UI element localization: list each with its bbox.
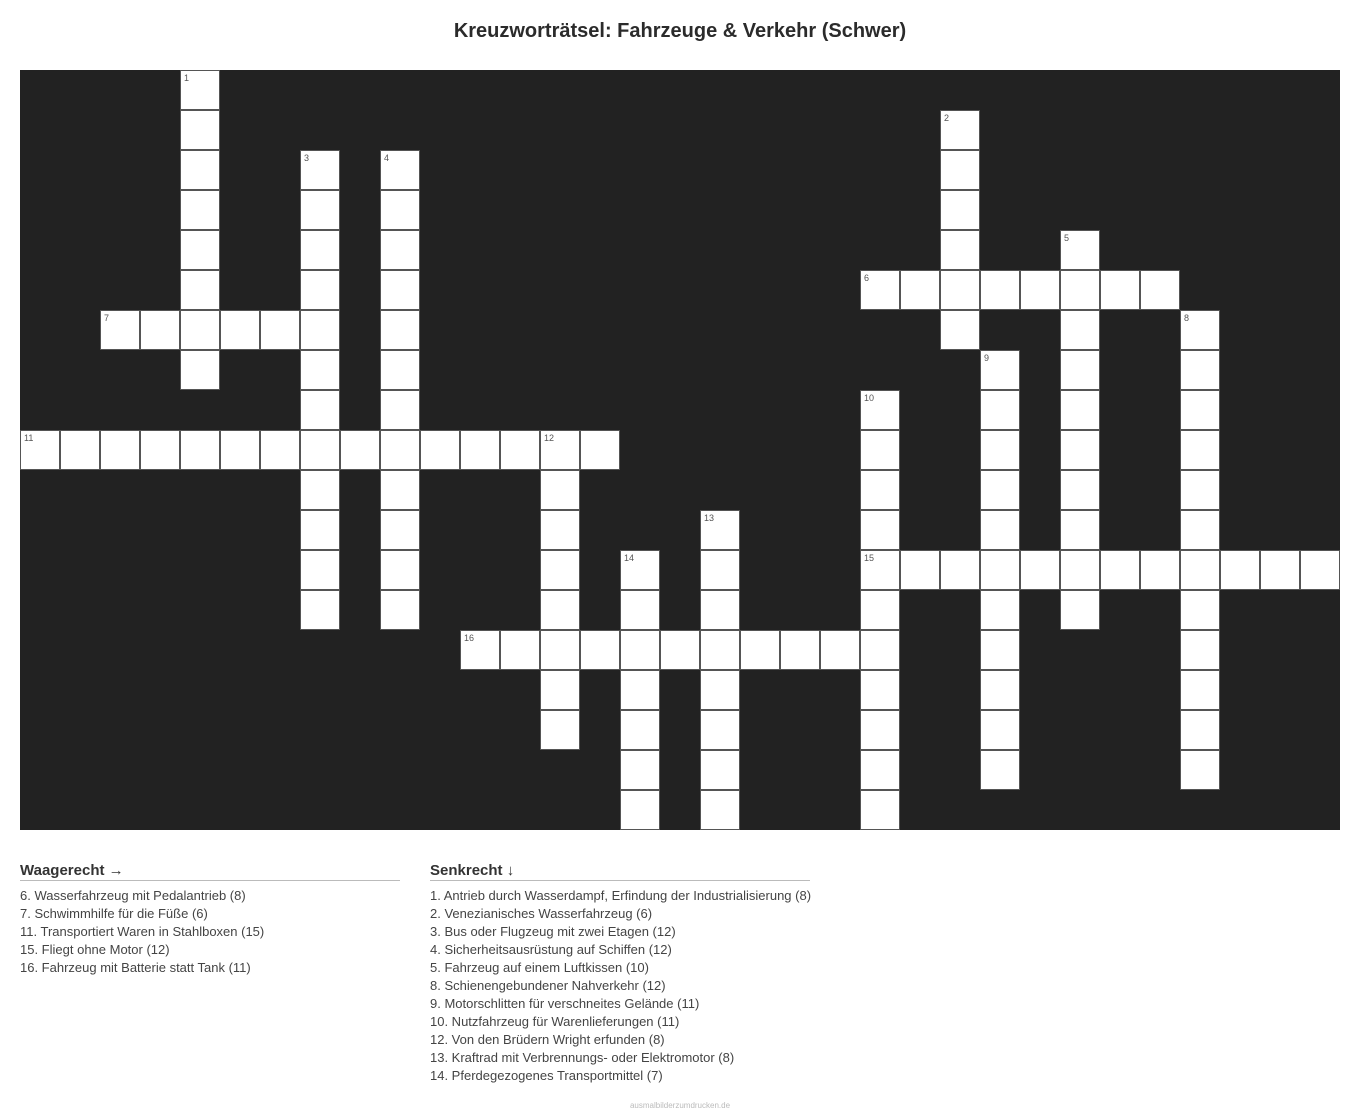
crossword-cell[interactable] [380,310,420,350]
clue-item: 5. Fahrzeug auf einem Luftkissen (10) [430,960,649,975]
crossword-cell[interactable] [700,550,740,590]
crossword-cell[interactable] [860,590,900,630]
crossword-cell[interactable] [1180,550,1220,590]
clue-item: 14. Pferdegezogenes Transportmittel (7) [430,1068,663,1083]
crossword-cell[interactable] [1180,350,1220,390]
clue-number: 3 [304,153,310,163]
crossword-cell[interactable] [940,310,980,350]
crossword-cell[interactable] [980,750,1020,790]
crossword-cell[interactable] [1060,350,1100,390]
crossword-cell[interactable] [860,470,900,510]
crossword-cell[interactable] [300,350,340,390]
crossword-cell[interactable] [980,550,1020,590]
crossword-cell[interactable] [700,670,740,710]
crossword-cell[interactable] [380,350,420,390]
crossword-cell[interactable] [300,590,340,630]
crossword-cell[interactable] [1060,590,1100,630]
crossword-cell[interactable] [980,350,1020,390]
across-clues-panel [20,862,400,977]
crossword-cell[interactable] [780,630,820,670]
crossword-cell[interactable] [460,630,500,670]
crossword-cell[interactable] [1180,750,1220,790]
crossword-cell[interactable] [980,470,1020,510]
crossword-cell[interactable] [620,670,660,710]
crossword-cell[interactable] [940,550,980,590]
crossword-cell[interactable] [140,310,180,350]
crossword-cell[interactable] [1300,550,1340,590]
clue-item: 13. Kraftrad mit Verbrennungs- oder Elektromotor (8) [430,1050,735,1065]
crossword-cell[interactable] [620,790,660,830]
clue-item: 15. Fliegt ohne Motor (12) [20,942,170,957]
crossword-cell[interactable] [180,150,220,190]
crossword-cell[interactable] [220,430,260,470]
crossword-cell[interactable] [860,790,900,830]
crossword-cell[interactable] [860,270,900,310]
crossword-cell[interactable] [620,590,660,630]
crossword-cell[interactable] [100,310,140,350]
crossword-cell[interactable] [540,550,580,590]
crossword-cell[interactable] [700,710,740,750]
crossword-cell[interactable] [1180,670,1220,710]
crossword-cell[interactable] [1060,510,1100,550]
crossword-cell[interactable] [1060,310,1100,350]
crossword-cell[interactable] [1140,270,1180,310]
crossword-cell[interactable] [380,390,420,430]
crossword-cell[interactable] [380,590,420,630]
crossword-cell[interactable] [1020,270,1060,310]
footer-credit: ausmalbilderzumdrucken.de [629,1101,731,1110]
crossword-cell[interactable] [380,550,420,590]
clue-number: 10 [864,393,875,403]
crossword-cell[interactable] [1180,390,1220,430]
crossword-cell[interactable] [380,270,420,310]
clue-number: 11 [24,433,34,443]
clue-number: 14 [624,553,635,563]
crossword-cell[interactable] [860,710,900,750]
clue-item: 6. Wasserfahrzeug mit Pedalantrieb (8) [20,888,246,903]
crossword-cell[interactable] [500,630,540,670]
crossword-cell[interactable] [620,750,660,790]
crossword-cell[interactable] [1060,390,1100,430]
crossword-cell[interactable] [180,230,220,270]
clue-number: 4 [384,153,390,163]
crossword-cell[interactable] [620,710,660,750]
down-clues-panel [430,862,810,1085]
crossword-cell[interactable] [380,470,420,510]
crossword-cell[interactable] [1060,270,1100,310]
crossword-cell[interactable] [700,790,740,830]
crossword-cell[interactable] [1060,550,1100,590]
crossword-cell[interactable] [860,390,900,430]
crossword-cell[interactable] [540,710,580,750]
crossword-cell[interactable] [540,510,580,550]
clue-item: 9. Motorschlitten für verschneites Gelände (11) [430,996,700,1011]
crossword-cell[interactable] [740,630,780,670]
crossword-cell[interactable] [180,270,220,310]
crossword-cell[interactable] [1180,510,1220,550]
crossword-cell[interactable] [380,230,420,270]
crossword-cell[interactable] [300,190,340,230]
crossword-cell[interactable] [140,430,180,470]
clue-item: 4. Sicherheitsausrüstung auf Schiffen (12) [430,942,672,957]
crossword-cell[interactable] [300,470,340,510]
clue-number: 6 [864,273,870,283]
crossword-cell[interactable] [820,630,860,670]
crossword-cell[interactable] [380,190,420,230]
crossword-cell[interactable] [860,630,900,670]
crossword-cell[interactable] [1180,470,1220,510]
clue-number: 2 [944,113,950,123]
crossword-cell[interactable] [540,590,580,630]
crossword-cell[interactable] [580,430,620,470]
crossword-cell[interactable] [380,510,420,550]
crossword-cell[interactable] [380,150,420,190]
clue-item: 1. Antrieb durch Wasserdampf, Erfindung der Industrialisierung (8) [430,888,812,903]
crossword-cell[interactable] [300,230,340,270]
clue-number: 7 [104,313,110,323]
crossword-cell[interactable] [540,630,580,670]
crossword-cell[interactable] [900,270,940,310]
crossword-cell[interactable] [940,190,980,230]
crossword-cell[interactable] [180,350,220,390]
crossword-cell[interactable] [980,510,1020,550]
crossword-cell[interactable] [300,390,340,430]
crossword-cell[interactable] [60,430,100,470]
down-heading: Senkrecht ↓ [430,862,810,881]
clue-number: 8 [1184,313,1190,323]
crossword-cell[interactable] [180,310,220,350]
crossword-cell[interactable] [900,550,940,590]
clue-item: 11. Transportiert Waren in Stahlboxen (15) [20,924,265,939]
crossword-cell[interactable] [980,630,1020,670]
clue-number: 16 [464,633,475,643]
crossword-cell[interactable] [860,550,900,590]
crossword-cell[interactable] [260,310,300,350]
crossword-cell[interactable] [1260,550,1300,590]
crossword-cell[interactable] [420,430,460,470]
crossword-cell[interactable] [540,670,580,710]
puzzle-title: Kreuzworträtsel: Fahrzeuge & Verkehr (Schwer) [453,20,907,42]
down-clue-list [430,887,810,1085]
crossword-cell[interactable] [380,430,420,470]
crossword-cell[interactable] [700,750,740,790]
crossword-grid [20,70,1340,830]
crossword-cell[interactable] [1180,630,1220,670]
clue-item: 10. Nutzfahrzeug für Warenlieferungen (11) [430,1014,680,1029]
crossword-cell[interactable] [300,150,340,190]
crossword-cell[interactable] [180,70,220,110]
crossword-cell[interactable] [980,270,1020,310]
crossword-cell[interactable] [860,750,900,790]
crossword-cell[interactable] [300,430,340,470]
crossword-cell[interactable] [860,430,900,470]
crossword-cell[interactable] [940,110,980,150]
crossword-cell[interactable] [980,390,1020,430]
crossword-cell[interactable] [1180,430,1220,470]
crossword-cell[interactable] [980,670,1020,710]
clue-number: 13 [704,513,715,523]
crossword-cell[interactable] [1180,710,1220,750]
crossword-cell[interactable] [940,230,980,270]
crossword-cell[interactable] [540,430,580,470]
crossword-cell[interactable] [100,430,140,470]
crossword-cell[interactable] [220,310,260,350]
crossword-cell[interactable] [1100,270,1140,310]
crossword-cell[interactable] [1060,230,1100,270]
crossword-cell[interactable] [700,630,740,670]
clue-item: 3. Bus oder Flugzeug mit zwei Etagen (12) [430,924,676,939]
crossword-cell[interactable] [1100,550,1140,590]
clue-number: 9 [984,353,990,363]
clue-number: 1 [184,73,190,83]
crossword-cell[interactable] [180,430,220,470]
clue-number: 12 [544,433,555,443]
crossword-cell[interactable] [980,590,1020,630]
crossword-cell[interactable] [1180,310,1220,350]
crossword-cell[interactable] [180,110,220,150]
crossword-cell[interactable] [1220,550,1260,590]
crossword-cell[interactable] [1140,550,1180,590]
crossword-cell[interactable] [700,510,740,550]
clue-item: 8. Schienengebundener Nahverkehr (12) [430,978,666,993]
crossword-cell[interactable] [340,430,380,470]
clue-item: 7. Schwimmhilfe für die Füße (6) [20,906,208,921]
crossword-cell[interactable] [20,430,60,470]
crossword-cell[interactable] [1060,430,1100,470]
crossword-cell[interactable] [1020,550,1060,590]
crossword-cell[interactable] [940,150,980,190]
clue-number: 5 [1064,233,1070,243]
crossword-cell[interactable] [1060,470,1100,510]
across-heading: Waagerecht → [20,862,400,881]
crossword-cell[interactable] [980,430,1020,470]
crossword-cell[interactable] [980,710,1020,750]
crossword-cell[interactable] [860,670,900,710]
crossword-cell[interactable] [580,630,620,670]
crossword-cell[interactable] [620,630,660,670]
clue-number: 15 [864,553,875,563]
crossword-cell[interactable] [620,550,660,590]
crossword-cell[interactable] [700,590,740,630]
crossword-cell[interactable] [260,430,300,470]
crossword-cell[interactable] [540,470,580,510]
crossword-cell[interactable] [500,430,540,470]
crossword-cell[interactable] [860,510,900,550]
clue-item: 2. Venezianisches Wasserfahrzeug (6) [430,906,653,921]
crossword-cell[interactable] [300,510,340,550]
crossword-cell[interactable] [300,270,340,310]
crossword-cell[interactable] [460,430,500,470]
crossword-cell[interactable] [300,550,340,590]
crossword-cell[interactable] [300,310,340,350]
crossword-cell[interactable] [660,630,700,670]
clue-item: 12. Von den Brüdern Wright erfunden (8) [430,1032,665,1047]
clue-item: 16. Fahrzeug mit Batterie statt Tank (11) [20,960,251,975]
crossword-cell[interactable] [1180,590,1220,630]
across-clue-list [20,887,400,977]
crossword-cell[interactable] [940,270,980,310]
crossword-cell[interactable] [180,190,220,230]
